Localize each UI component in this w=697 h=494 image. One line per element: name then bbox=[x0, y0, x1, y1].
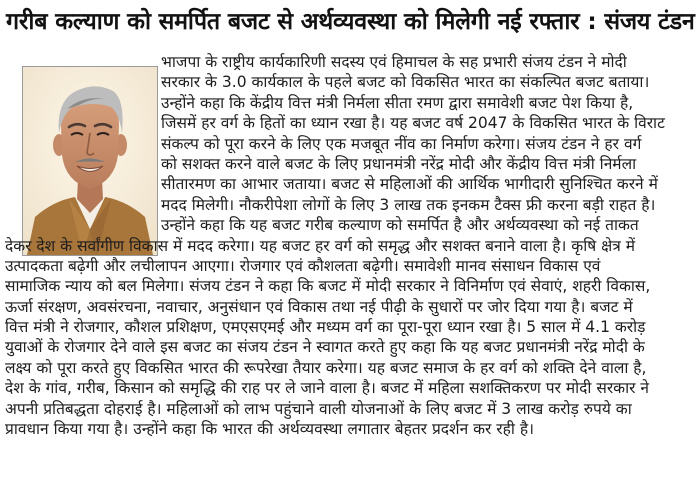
article-line: जिसमें हर वर्ग के हितों का ध्यान रखा है। यह बजट वर्ष 2047 के विकसित भारत के विराट bbox=[161, 114, 665, 133]
article-line: देकर देश के सर्वांगीण विकास में मदद करेगा। यह बजट हर वर्ग को समृद्ध और सशक्त बनाने वाला है। कृषि क्षेत्र में bbox=[5, 236, 636, 255]
article-line: ऊर्जा संरक्षण, अवसंरचना, नवाचार, अनुसंधान एवं विकास तथा नई पीढ़ी के सुधारों पर जोर दिया गया है। बजट में bbox=[5, 297, 633, 316]
article-line: उन्होंने कहा कि यह बजट गरीब कल्याण को समर्पित है और अर्थव्यवस्था को नई ताकत bbox=[161, 216, 639, 235]
article-line: संकल्प को पूरा करने के लिए एक मजबूत नींव का निर्माण करेगा। संजय टंडन ने हर वर्ग bbox=[161, 134, 642, 153]
article-line: प्रावधान किया गया है। उन्होंने कहा कि भारत की अर्थव्यवस्था लगातार बेहतर प्रदर्शन कर रही है। bbox=[5, 420, 534, 439]
article-line: वित्त मंत्री ने रोजगार, कौशल प्रशिक्षण, एमएसएमई और मध्यम वर्ग का पूरा-पूरा ध्यान रखा है। 5 साल में 4.1 करोड़ bbox=[5, 318, 646, 337]
article-line: अपनी प्रतिबद्धता दोहराई है। महिलाओं को लाभ पहुंचाने वाली योजनाओं के लिए बजट में 3 लाख करोड़ रुपये का bbox=[5, 399, 632, 418]
article-line: उन्होंने कहा कि केंद्रीय वित्त मंत्री निर्मला सीता रमण द्वारा समावेशी बजट पेश किया है, bbox=[161, 93, 634, 112]
article-line: उत्पादकता बढ़ेगी और लचीलापन आएगा। रोजगार एवं कौशलता बढ़ेगी। समावेशी मानव संसाधन विकास एवं bbox=[5, 256, 601, 275]
article-line: सामाजिक न्याय को बल मिलेगा। संजय टंडन ने कहा कि बजट में मोदी सरकार ने विनिर्माण एवं सेवाएं, शहरी विकास, bbox=[5, 277, 651, 296]
article-line: मदद मिलेगी। नौकरीपेशा लोगों के लिए 3 लाख तक इनकम टैक्स फ्री करना बड़ी राहत है। bbox=[161, 195, 656, 214]
article-line: सीतारमण का आभार जताया। बजट से महिलाओं की आर्थिक भागीदारी सुनिश्चित करने में bbox=[161, 175, 658, 194]
article-line: देश के गांव, गरीब, किसान को समृद्धि की राह पर ले जाने वाला है। बजट में महिला सशक्तिकरण पर मोदी सरकार ने bbox=[5, 379, 649, 398]
article-line: सरकार के 3.0 कार्यकाल के पहले बजट को विकसित भारत का संकल्पित बजट बताया। bbox=[161, 73, 650, 92]
article-body bbox=[0, 52, 697, 439]
article-line: लक्ष्य को पूरा करते हुए विकसित भारत की रूपरेखा तैयार करेगा। यह बजट समाज के हर वर्ग को शक्ति देने वाला है, bbox=[5, 358, 647, 377]
article-line: भाजपा के राष्ट्रीय कार्यकारिणी सदस्य एवं हिमाचल के सह प्रभारी संजय टंडन ने मोदी bbox=[161, 53, 627, 71]
article-line: को सशक्त करने वाले बजट के लिए प्रधानमंत्री नरेंद्र मोदी और केंद्रीय वित्त मंत्री निर्मला bbox=[161, 154, 637, 173]
article-line: युवाओं के रोजगार देने वाले इस बजट का संजय टंडन ने स्वागत करते हुए कहा कि यह बजट प्रधानमंत्री नरेंद्र मोदी के bbox=[5, 338, 645, 357]
headline: गरीब कल्याण को समर्पित बजट से अर्थव्यवस्था को मिलेगी नई रफ्तार : संजय टंडन bbox=[6, 8, 695, 35]
